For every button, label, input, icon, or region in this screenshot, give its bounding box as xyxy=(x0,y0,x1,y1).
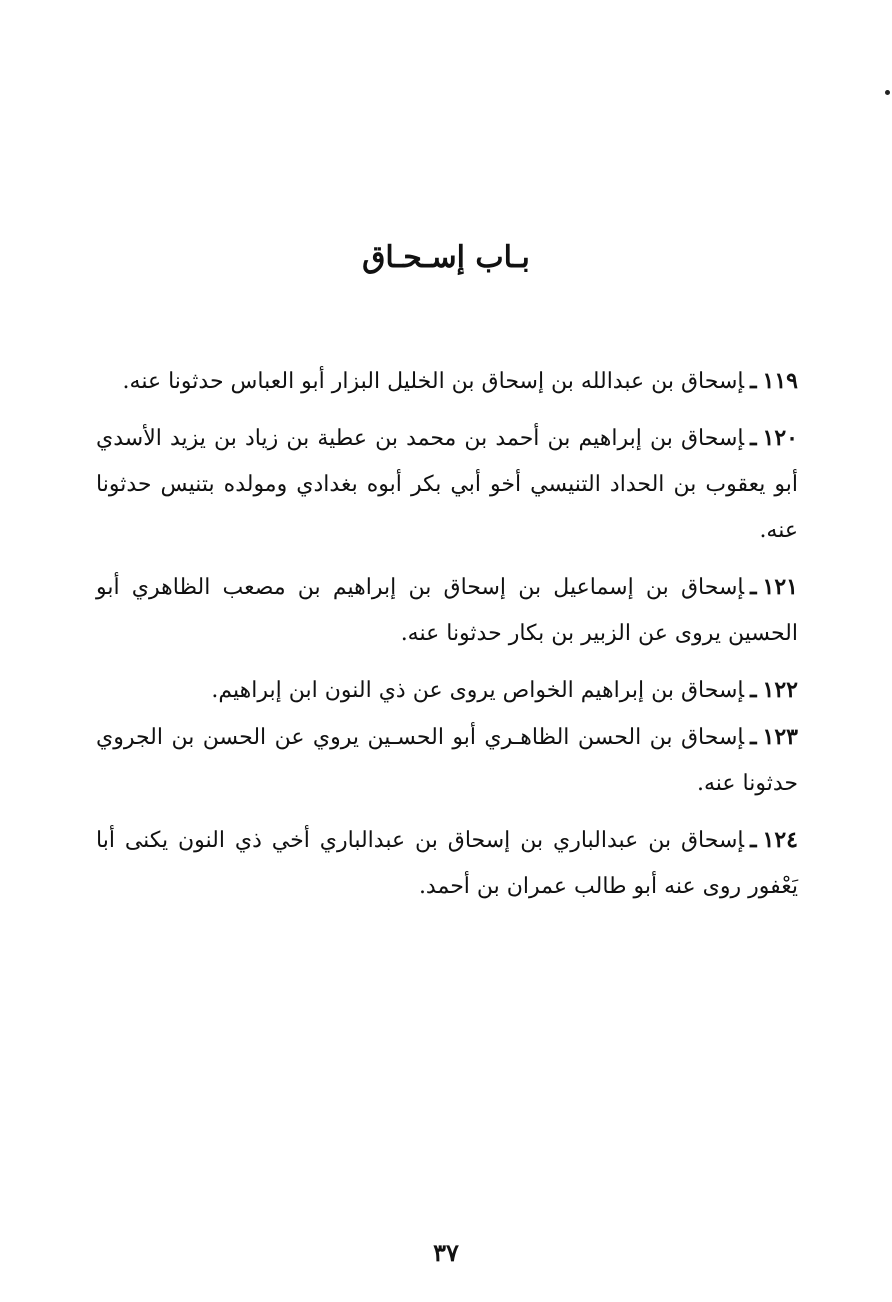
entry-dash: ـ xyxy=(750,425,757,451)
entry-dash: ـ xyxy=(750,677,757,703)
entry-119 xyxy=(96,358,798,405)
entry-number: ١٢٠ xyxy=(762,425,798,451)
page-number: ٣٧ xyxy=(433,1238,459,1267)
entry-text: إسحاق بن عبدالباري بن إسحاق بن عبدالباري أخي ذي النون يكنى أبا يَعْفور روى عنه أبو طالب عمران بن أحمد. xyxy=(96,828,798,899)
entry-text: إسحاق بن إسماعيل بن إسحاق بن إبراهيم بن مصعب الظاهري أبو الحسين يروى عن الزبير بن بكار حدثونا عنه. xyxy=(96,575,798,646)
entry-124 xyxy=(96,817,798,910)
entry-text: إسحاق بن إبراهيم بن أحمد بن محمد بن عطية بن زياد بن يزيد الأسدي أبو يعقوب بن الحداد التنيسي أخو أبي بكر أبوه بغدادي ومولده بتنيس حدثونا عنه. xyxy=(96,426,798,543)
entry-number: ١٢٣ xyxy=(762,724,798,750)
chapter-title: بـاب إسـحـاق xyxy=(362,240,530,275)
entry-text: إسحاق بن عبدالله بن إسحاق بن الخليل البزار أبو العباس حدثونا عنه. xyxy=(122,369,745,394)
entry-121 xyxy=(96,564,798,657)
entry-dash: ـ xyxy=(750,574,757,600)
entry-dash: ـ xyxy=(750,827,757,853)
entry-122 xyxy=(96,667,798,714)
entry-number: ١٢٤ xyxy=(762,827,798,853)
entry-number: ١٢١ xyxy=(762,574,798,600)
entry-number: ١١٩ xyxy=(762,368,798,394)
entry-text: إسحاق بن الحسن الظاهـري أبو الحسـين يروي عن الحسن بن الجروي حدثونا عنه. xyxy=(96,725,798,796)
entry-dash: ـ xyxy=(750,368,757,394)
entry-123 xyxy=(96,714,798,807)
scan-speck xyxy=(885,90,890,95)
entry-text: إسحاق بن إبراهيم الخواص يروى عن ذي النون ابن إبراهيم. xyxy=(211,678,745,703)
entry-120 xyxy=(96,415,798,554)
entry-dash: ـ xyxy=(750,724,757,750)
entries-list xyxy=(96,358,798,920)
entry-number: ١٢٢ xyxy=(762,677,798,703)
